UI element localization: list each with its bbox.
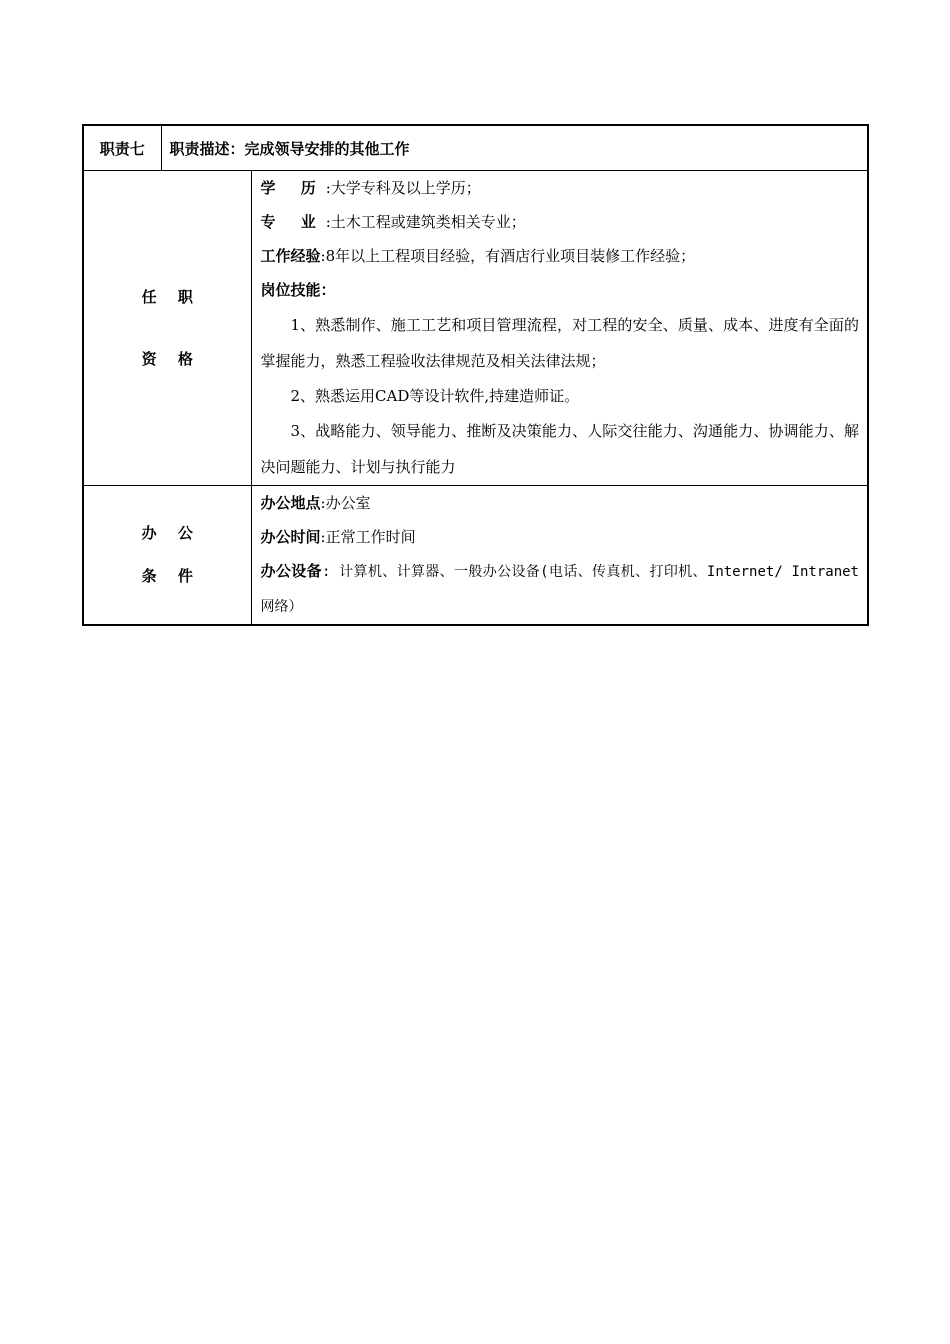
education-line — [261, 171, 860, 205]
qualifications-row — [83, 171, 868, 486]
qualifications-label-line-2: 资 格 — [141, 350, 201, 368]
hours-line — [261, 520, 860, 554]
duty-description-value: 完成领导安排的其他工作 — [244, 139, 410, 158]
equipment-value: : 计算机、计算器、一般办公设备(电话、传真机、打印机、Internet/ Intranet网络） — [260, 564, 859, 615]
duty-description — [161, 125, 868, 171]
job-description-table — [82, 124, 869, 626]
experience-value: :8年以上工程项目经验，有酒店行业项目装修工作经验； — [320, 247, 696, 265]
skill-item-2: 2、熟悉运用CAD等设计软件,持建造师证。 — [290, 387, 580, 405]
location-label: 办公地点 — [260, 494, 321, 512]
qualifications-side-label — [83, 171, 251, 486]
office-content — [251, 486, 868, 626]
qualifications-content — [251, 171, 868, 486]
hours-label: 办公时间 — [260, 528, 321, 546]
major-line — [261, 205, 860, 239]
skill-item-3: 3、战略能力、领导能力、推断及决策能力、人际交往能力、沟通能力、协调能力、解决问题能力、计划与执行能力 — [260, 422, 859, 476]
duty-row — [83, 125, 868, 171]
experience-line — [261, 239, 860, 273]
equipment-label: 办公设备 — [260, 562, 322, 580]
education-value: :大学专科及以上学历； — [325, 179, 481, 197]
office-row — [83, 486, 868, 626]
education-label: 学 历 — [260, 179, 326, 197]
location-line — [261, 486, 860, 520]
office-label-line-2: 条 件 — [141, 567, 201, 585]
major-label: 专 业 — [260, 213, 326, 231]
office-side-label — [83, 486, 251, 626]
duty-label: 职责七 — [83, 125, 161, 171]
major-value: :土木工程或建筑类相关专业； — [325, 213, 526, 231]
skills-label: 岗位技能： — [260, 281, 336, 299]
duty-description-label: 职责描述： — [169, 139, 245, 158]
hours-value: :正常工作时间 — [320, 528, 416, 546]
experience-label: 工作经验 — [260, 247, 321, 265]
skill-item-1: 1、熟悉制作、施工工艺和项目管理流程，对工程的安全、质量、成本、进度有全面的掌握能力，熟悉工程验收法律规范及相关法律法规； — [260, 316, 859, 370]
qualifications-label-line-1: 任 职 — [141, 288, 201, 306]
equipment-line — [261, 554, 860, 624]
office-label-line-1: 办 公 — [141, 524, 201, 542]
location-value: :办公室 — [320, 494, 371, 512]
